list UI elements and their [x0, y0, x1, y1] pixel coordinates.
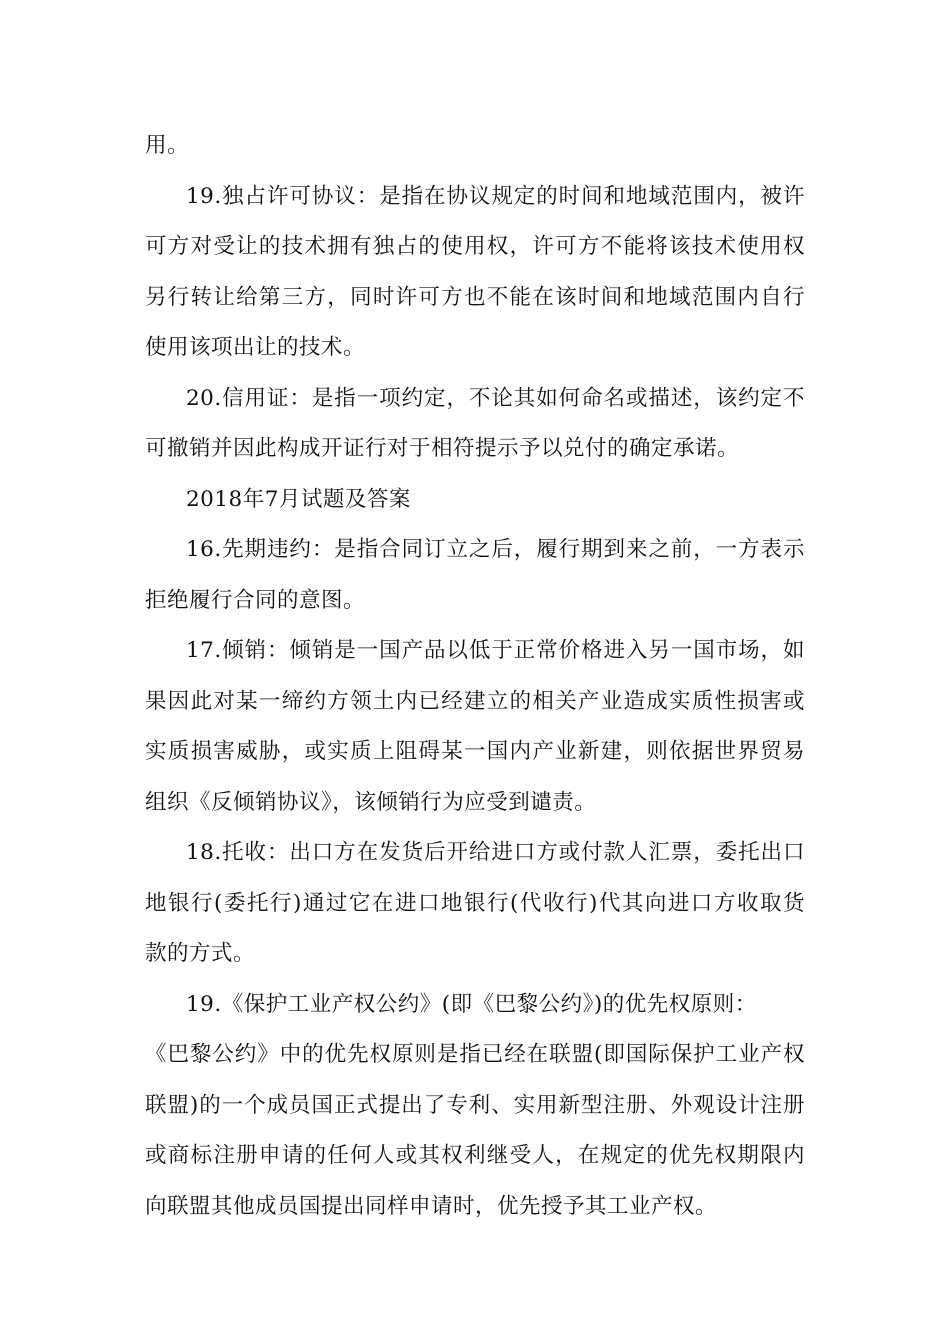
paragraph-collection	[145, 828, 805, 980]
paragraph-letter-of-credit	[145, 374, 805, 475]
text-line: 实质损害威胁，或实质上阻碍某一国内产业新建，则依据世界贸易	[145, 739, 805, 764]
paragraph-exclusive-license	[145, 172, 805, 374]
paragraph-anticipatory-breach	[145, 525, 805, 626]
text-line: 20.信用证：是指一项约定，不论其如何命名或描述，该约定不	[186, 385, 805, 411]
text-line: 18.托收：出口方在发货后开给进口方或付款人汇票，委托出口	[186, 840, 805, 865]
document-page	[145, 121, 805, 1232]
text-line: 19.独占许可协议：是指在协议规定的时间和地域范围内，被许	[186, 183, 805, 209]
text-line: 使用该项出让的技术。	[145, 335, 366, 360]
heading-text: 2018年7月试题及答案	[186, 486, 411, 512]
text-line: 另行转让给第三方，同时许可方也不能在该时间和地域范围内自行	[145, 284, 805, 310]
text-line: 联盟)的一个成员国正式提出了专利、实用新型注册、外观设计注册	[145, 1092, 805, 1118]
text-line: 拒绝履行合同的意图。	[145, 587, 366, 613]
text-line: 地银行(委托行)通过它在进口地银行(代收行)代其向进口方收取货	[145, 890, 805, 916]
text-line: 向联盟其他成员国提出同样申请时，优先授予其工业产权。	[145, 1193, 718, 1219]
paragraph-dumping	[145, 626, 805, 828]
text-line: 用。	[145, 133, 190, 158]
paragraph-paris-convention-priority	[145, 980, 805, 1233]
text-line: 组织《反倾销协议》，该倾销行为应受到谴责。	[145, 789, 597, 815]
paragraph-continuation	[145, 121, 805, 172]
text-line: 16.先期违约：是指合同订立之后，履行期到来之前，一方表示	[186, 537, 805, 562]
text-line: 或商标注册申请的任何人或其权利继受人，在规定的优先权期限内	[145, 1143, 805, 1168]
text-line: 17.倾销：倾销是一国产品以低于正常价格进入另一国市场，如	[186, 638, 805, 663]
text-line: 可撤销并因此构成开证行对于相符提示予以兑付的确定承诺。	[145, 436, 740, 461]
text-line: 可方对受让的技术拥有独占的使用权，许可方不能将该技术使用权	[145, 234, 805, 259]
text-line: 19.《保护工业产权公约》(即《巴黎公约》)的优先权原则：	[186, 991, 757, 1017]
text-line: 果因此对某一缔约方领土内已经建立的相关产业造成实质性损害或	[145, 688, 805, 714]
section-heading	[145, 475, 805, 526]
text-line: 款的方式。	[145, 941, 256, 966]
text-line: 《巴黎公约》中的优先权原则是指已经在联盟(即国际保护工业产权	[145, 1042, 805, 1067]
